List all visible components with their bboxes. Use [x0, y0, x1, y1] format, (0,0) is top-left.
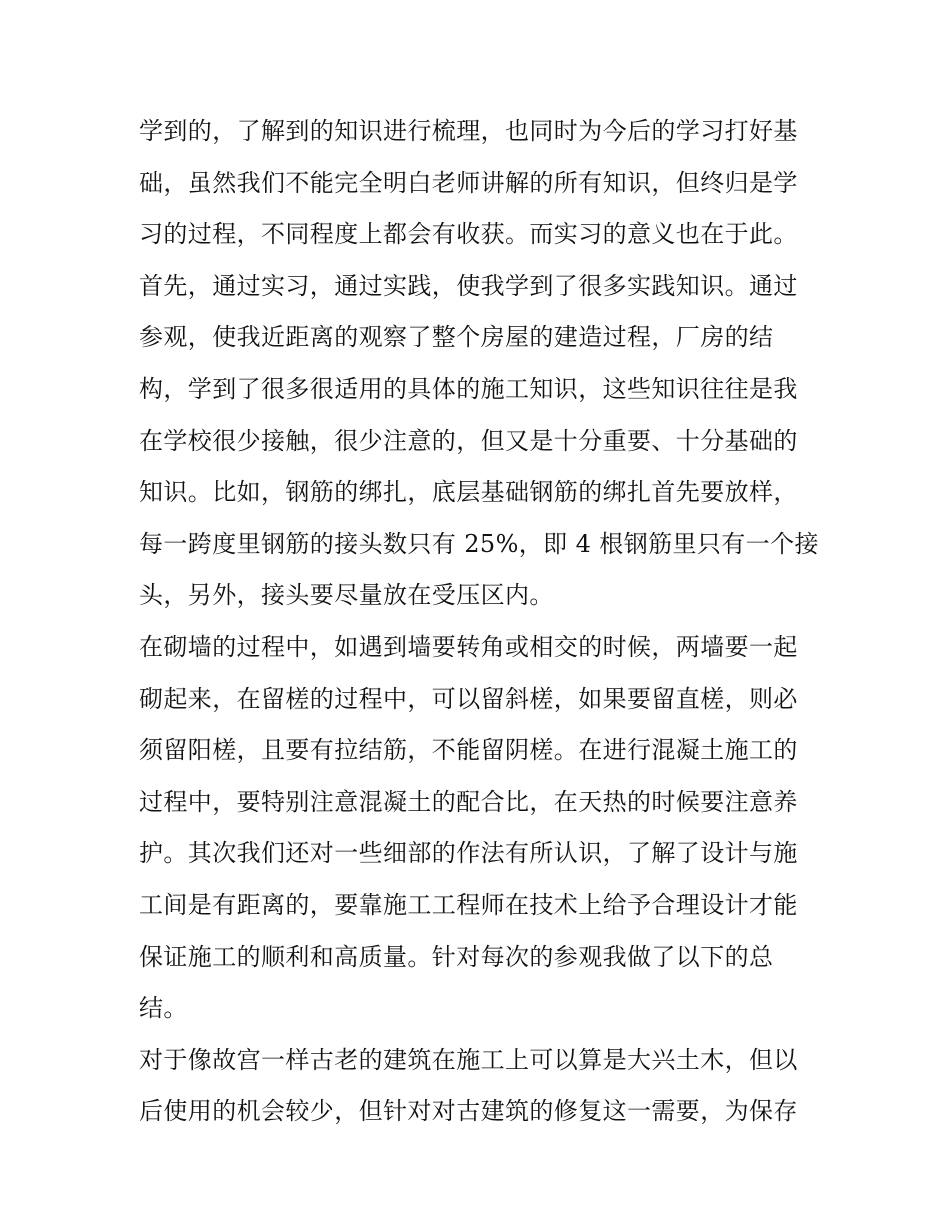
text-line: 结。 — [139, 994, 188, 1023]
text-line: 护。其次我们还对一些细部的作法有所认识，了解了设计与施 — [139, 839, 798, 868]
text-line: 学到的，了解到的知识进行梳理，也同时为今后的学习打好基 — [139, 117, 798, 145]
text-line: 过程中，要特别注意混凝土的配合比，在天热的时候要注意养 — [139, 787, 798, 816]
text-line: 后使用的机会较少，但针对对古建筑的修复这一需要，为保存 — [139, 1097, 798, 1126]
text-line: 在学校很少接触，很少注意的，但又是十分重要、十分基础的 — [139, 426, 798, 455]
text-line: 知识。比如，钢筋的绑扎，底层基础钢筋的绑扎首先要放样， — [139, 478, 798, 507]
text-line: 习的过程，不同程度上都会有收获。而实习的意义也在于此。 — [139, 220, 798, 249]
text-line: 础，虽然我们不能完全明白老师讲解的所有知识，但终归是学 — [139, 168, 798, 197]
text-line: 工间是有距离的，要靠施工工程师在技术上给予合理设计才能 — [139, 890, 798, 919]
text-line: 构，学到了很多很适用的具体的施工知识，这些知识往往是我 — [139, 374, 798, 403]
text-line: 保证施工的顺利和高质量。针对每次的参观我做了以下的总 — [139, 942, 774, 971]
text-line: 须留阳槎，且要有拉结筋，不能留阴槎。在进行混凝土施工的 — [139, 736, 798, 765]
text-line: 每一跨度里钢筋的接头数只有 25%，即 4 根钢筋里只有一个接 — [139, 529, 819, 558]
text-line: 头，另外，接头要尽量放在受压区内。 — [139, 581, 554, 610]
body-text — [139, 106, 819, 1138]
text-line: 砌起来，在留槎的过程中，可以留斜槎，如果要留直槎，则必 — [139, 684, 798, 713]
text-line: 在砌墙的过程中，如遇到墙要转角或相交的时候，两墙要一起 — [139, 632, 798, 661]
text-line: 首先，通过实习，通过实践，使我学到了很多实践知识。通过 — [139, 271, 798, 300]
text-line: 参观，使我近距离的观察了整个房屋的建造过程，厂房的结 — [139, 323, 774, 352]
text-line: 对于像故宫一样古老的建筑在施工上可以算是大兴土木，但以 — [139, 1045, 798, 1074]
